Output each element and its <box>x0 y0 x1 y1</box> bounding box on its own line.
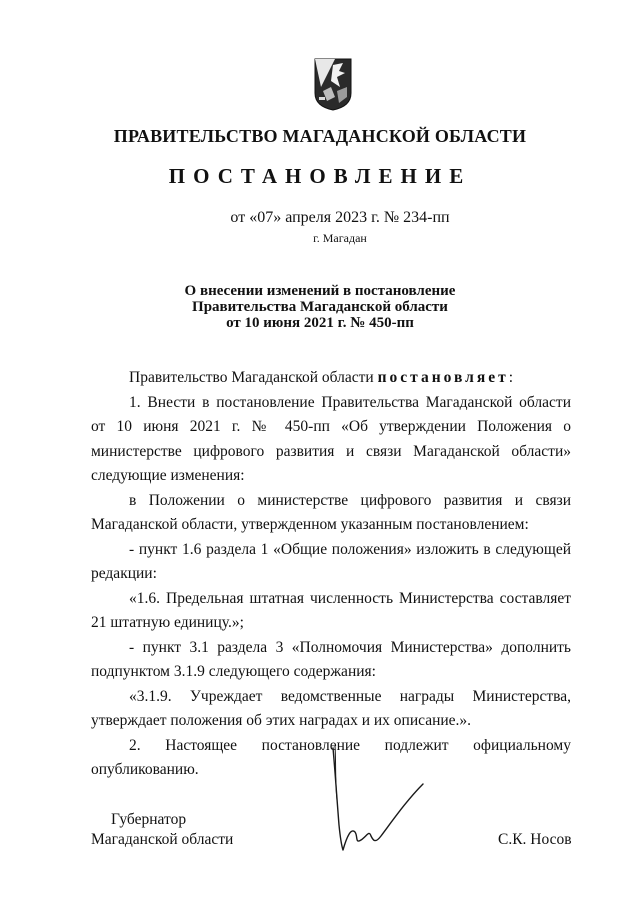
paragraph-3: - пункт 1.6 раздела 1 «Общие положения» изложить в следующей редакции: <box>91 540 571 582</box>
signatory-position <box>91 810 233 850</box>
subject-line-3: от 10 июня 2021 г. № 450-пп <box>226 315 414 331</box>
paragraph-7: 2. Настоящее постановление подлежит официальному опубликованию. <box>91 736 571 778</box>
paragraph-2: в Положении о министерстве цифрового развития и связи Магаданской области, утвержденном указанным постановлением: <box>91 491 571 533</box>
preamble-verb: постановляет <box>377 369 509 386</box>
paragraph-5: - пункт 3.1 раздела 3 «Полномочия Министерства» дополнить подпунктом 3.1.9 следующего содержания: <box>91 638 571 680</box>
signatory-title-line-1: Губернатор <box>111 811 187 828</box>
organization-title: ПРАВИТЕЛЬСТВО МАГАДАНСКОЙ ОБЛАСТИ <box>113 126 527 146</box>
paragraph-1: 1. Внести в постановление Правительства Магаданской области от 10 июня 2021 г. № 450-пп «Об утверждении Положения о министерстве цифрового развития и связи Магаданской области» следующие изменения: <box>91 393 571 484</box>
document-body <box>91 366 571 783</box>
document-date-number: от «07» апреля 2023 г. № 234-пп <box>230 209 450 226</box>
subject-line-1: О внесении изменений в постановление <box>184 283 456 299</box>
document-type-title: ПОСТАНОВЛЕНИЕ <box>168 164 472 188</box>
paragraph-4: «1.6. Предельная штатная численность Министерства составляет 21 штатную единицу.»; <box>91 589 571 631</box>
paragraph-6: «3.1.9. Учреждает ведомственные награды Министерства, утверждает положения об этих наградах и их описание.». <box>91 687 571 729</box>
signatory-name: С.К. Носов <box>498 831 572 848</box>
preamble-colon: : <box>508 369 514 386</box>
preamble-paragraph <box>91 366 571 391</box>
subject-line-2: Правительства Магаданской области <box>192 299 448 315</box>
preamble-subject: Правительство Магаданской области <box>129 369 374 386</box>
document-city: г. Магадан <box>313 231 367 245</box>
coat-of-arms-emblem <box>313 57 353 111</box>
handwritten-signature <box>325 740 435 860</box>
signatory-title-line-2: Магаданской области <box>91 831 234 848</box>
document-subject <box>0 283 640 331</box>
